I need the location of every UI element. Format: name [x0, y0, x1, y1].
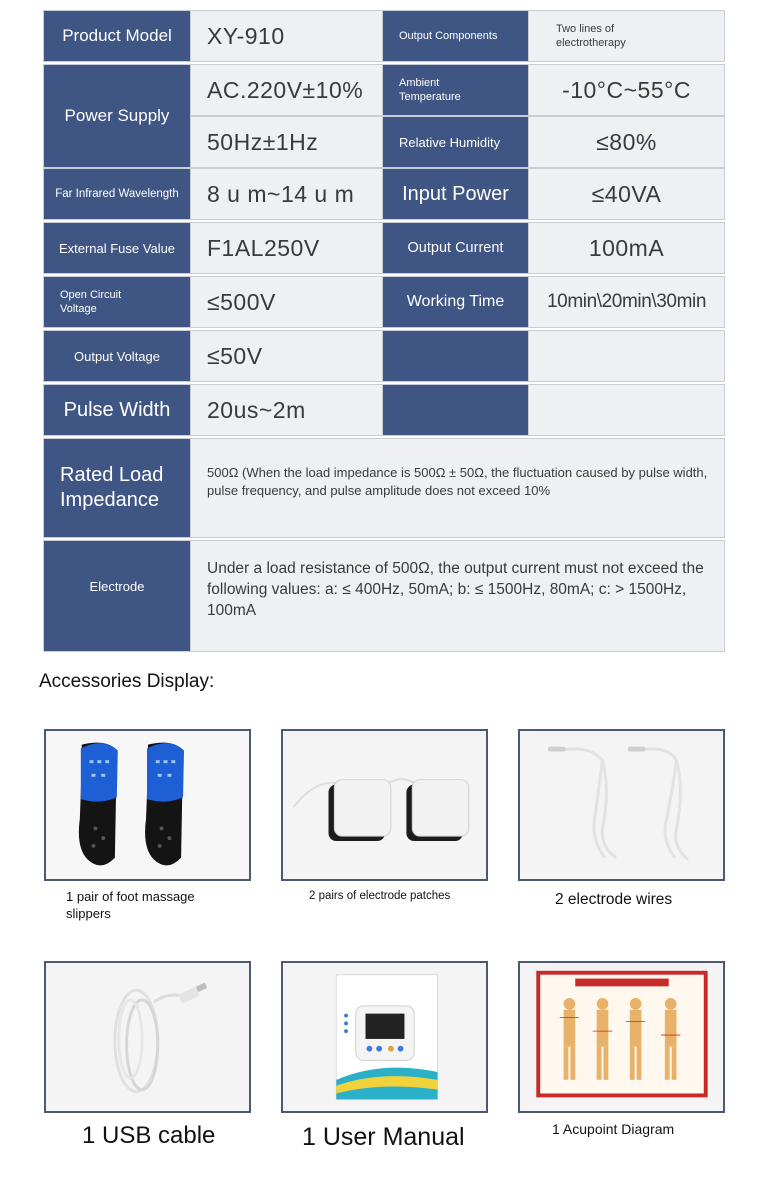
electrode-patches-photo — [281, 729, 488, 881]
fuse-value: F1AL250V — [190, 222, 383, 274]
relative-humidity-value: ≤80% — [528, 116, 725, 168]
usb-cable-icon — [46, 963, 249, 1111]
spec-row-electrode — [43, 540, 725, 652]
acupoint-diagram-icon — [520, 963, 723, 1111]
slippers-icon — [46, 731, 249, 879]
accessory-caption: 1 pair of foot massage slippers — [66, 889, 195, 921]
output-components-value: Two lines of electrotherapy — [528, 10, 725, 62]
acupoint-diagram-photo — [518, 961, 725, 1113]
rated-load-value: 500Ω (When the load impedance is 500Ω ± 50Ω, the fluctuation caused by pulse width, pulse frequency, and pulse amplitude does not exceed 10% — [190, 438, 725, 538]
input-power-label: Input Power — [382, 168, 529, 220]
spec-row-far-infrared — [43, 168, 725, 220]
empty-value-cell — [528, 330, 725, 382]
spec-row-product-model — [43, 10, 725, 62]
product-model-value: XY-910 — [190, 10, 383, 62]
input-power-value: ≤40VA — [528, 168, 725, 220]
spec-row-pulse-width — [43, 384, 725, 436]
spec-row-fuse — [43, 222, 725, 274]
output-components-label: Output Components — [382, 10, 529, 62]
working-time-value: 10min\20min\30min — [528, 276, 725, 328]
output-current-label: Output Current — [382, 222, 529, 274]
far-infrared-value: 8 u m~14 u m — [190, 168, 383, 220]
spec-row-open-circuit — [43, 276, 725, 328]
accessory-caption: 1 Acupoint Diagram — [552, 1121, 675, 1137]
working-time-label: Working Time — [382, 276, 529, 328]
power-supply-value-voltage: AC.220V±10% — [190, 64, 383, 116]
far-infrared-label: Far Infrared Wavelength — [43, 168, 191, 220]
empty-label-cell — [382, 330, 529, 382]
user-manual-icon — [283, 963, 486, 1111]
usb-cable-photo — [44, 961, 251, 1113]
accessory-caption: 1 USB cable — [82, 1122, 216, 1149]
empty-value-cell — [528, 384, 725, 436]
empty-label-cell — [382, 384, 529, 436]
electrode-wires-icon — [520, 731, 723, 879]
electrode-wires-photo — [518, 729, 725, 881]
output-voltage-value: ≤50V — [190, 330, 383, 382]
power-supply-value-frequency: 50Hz±1Hz — [190, 116, 383, 168]
relative-humidity-label: Relative Humidity — [382, 116, 529, 168]
pulse-width-label: Pulse Width — [43, 384, 191, 436]
open-circuit-label: Open Circuit Voltage — [43, 276, 191, 328]
power-supply-label: Power Supply — [43, 64, 191, 168]
spec-row-output-voltage — [43, 330, 725, 382]
accessory-caption: 1 User Manual — [302, 1123, 465, 1151]
electrode-label: Electrode — [43, 540, 191, 652]
accessories-title: Accessories Display: — [39, 671, 215, 692]
slippers-photo — [44, 729, 251, 881]
accessory-caption: 2 pairs of electrode patches — [309, 890, 451, 902]
open-circuit-value: ≤500V — [190, 276, 383, 328]
spec-row-power-supply — [43, 64, 725, 168]
output-voltage-label: Output Voltage — [43, 330, 191, 382]
ambient-temperature-label: Ambient Temperature — [382, 64, 529, 116]
pulse-width-value: 20us~2m — [190, 384, 383, 436]
spec-row-rated-load — [43, 438, 725, 538]
output-current-value: 100mA — [528, 222, 725, 274]
accessory-caption: 2 electrode wires — [555, 891, 673, 908]
electrode-patches-icon — [283, 731, 486, 879]
product-model-label: Product Model — [43, 10, 191, 62]
user-manual-photo — [281, 961, 488, 1113]
rated-load-label: Rated Load Impedance — [43, 438, 191, 538]
electrode-value: Under a load resistance of 500Ω, the output current must not exceed the following values: a: ≤ 400Hz, 50mA; b: ≤ 1500Hz, 80mA; c: > 1500Hz, 100mA — [190, 540, 725, 652]
fuse-label: External Fuse Value — [43, 222, 191, 274]
ambient-temperature-value: -10°C~55°C — [528, 64, 725, 116]
